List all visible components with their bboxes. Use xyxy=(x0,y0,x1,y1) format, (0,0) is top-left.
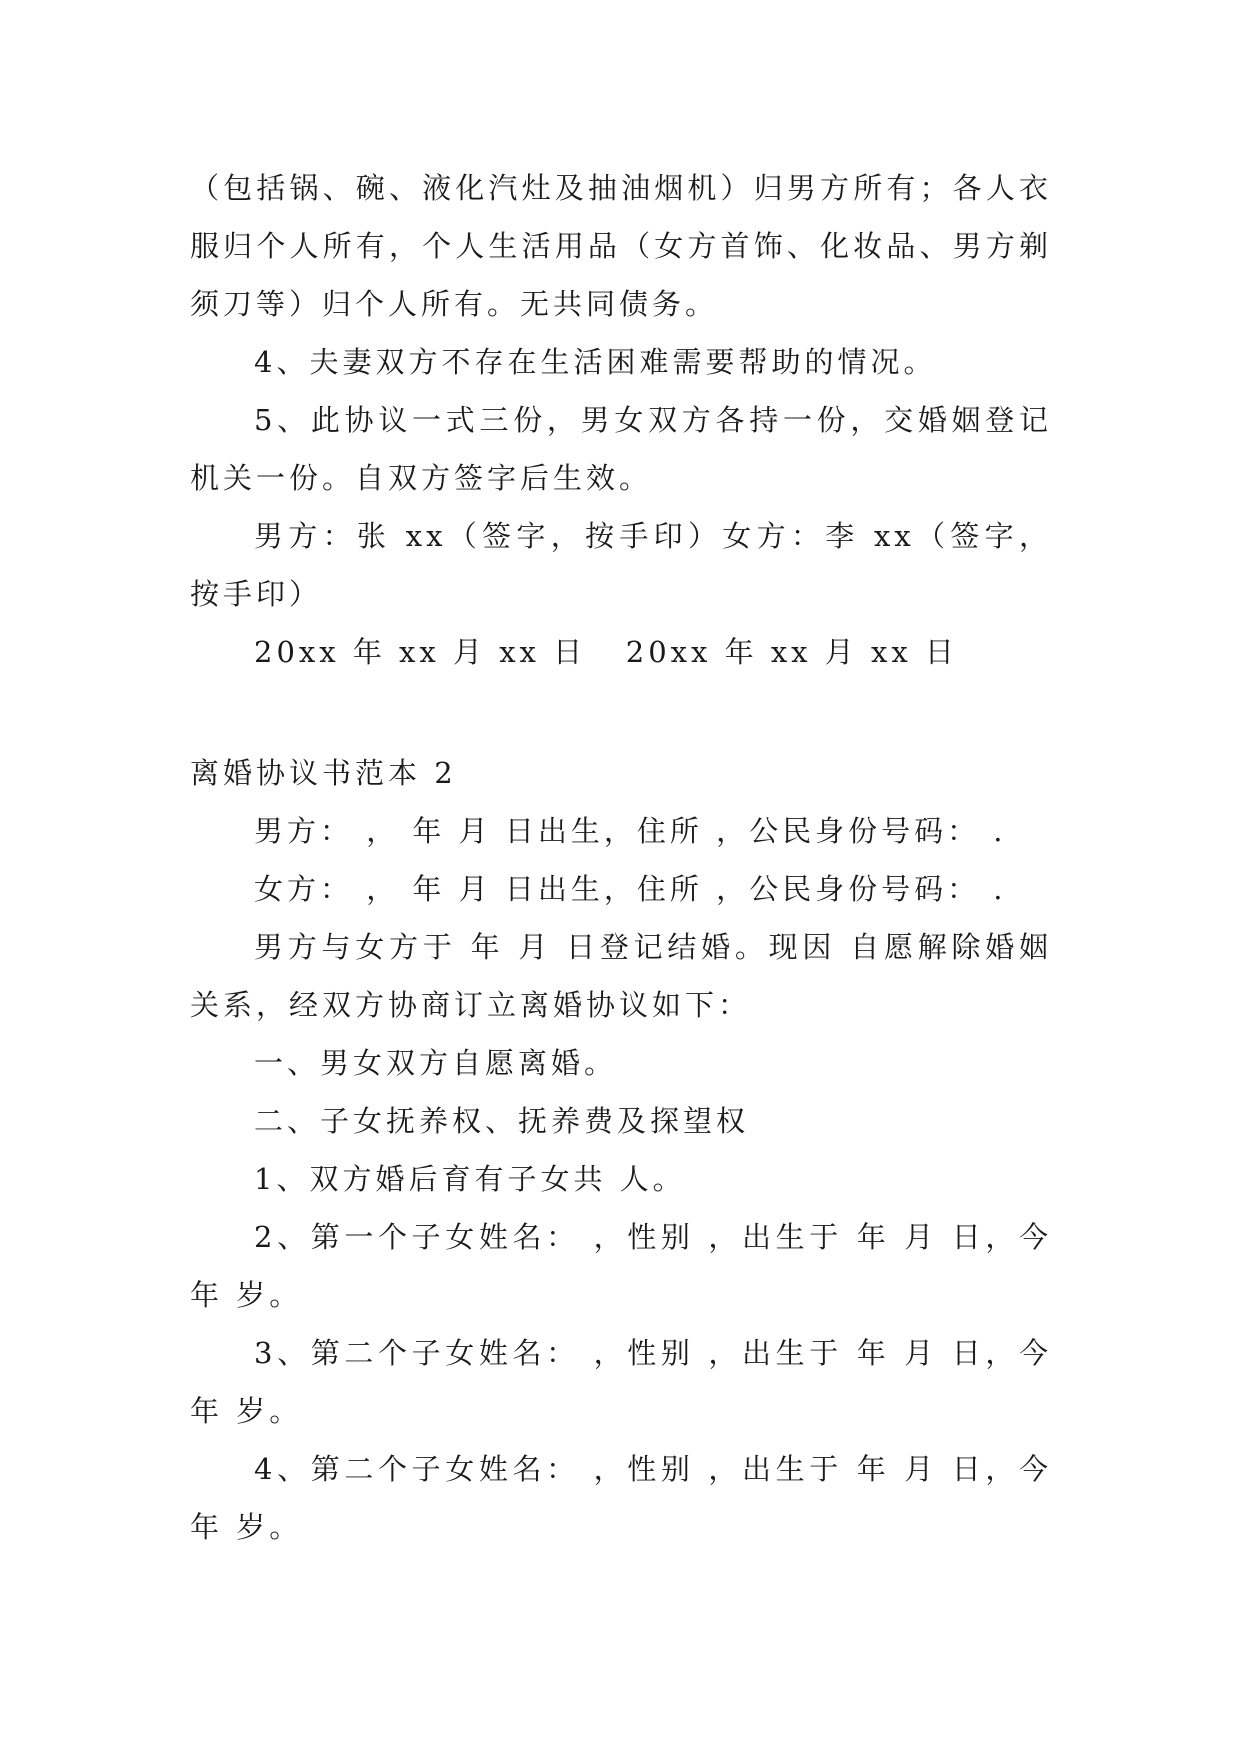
clause-one-paragraph: 一、男女双方自愿离婚。 xyxy=(254,1046,618,1080)
section-title: 离婚协议书范本 2 xyxy=(190,756,457,790)
signature-line: 男方：张 xx（签字，按手印）女方：李 xx（签字，按手印） xyxy=(190,519,1052,611)
clause-4-paragraph: 4、夫妻双方不存在生活困难需要帮助的情况。 xyxy=(254,345,937,379)
clause-5-paragraph: 5、此协议一式三份，男女双方各持一份，交婚姻登记机关一份。自双方签字后生效。 xyxy=(190,403,1052,495)
clause-two-heading: 二、子女抚养权、抚养费及探望权 xyxy=(254,1104,750,1138)
third-child-paragraph: 4、第二个子女姓名： ，性别 ，出生于 年 月 日，今年 岁。 xyxy=(190,1452,1052,1544)
agreement-part-2 xyxy=(190,744,1052,1556)
marriage-registration-paragraph: 男方与女方于 年 月 日登记结婚。现因 自愿解除婚姻关系，经双方协商订立离婚协议如下： xyxy=(190,930,1052,1022)
children-count-paragraph: 1、双方婚后育有子女共 人。 xyxy=(254,1162,686,1196)
property-clause-paragraph: （包括锅、碗、液化汽灶及抽油烟机）归男方所有；各人衣服归个人所有，个人生活用品（女方首饰、化妆品、男方剃须刀等）归个人所有。无共同债务。 xyxy=(190,171,1052,321)
date-line: 20xx 年 xx 月 xx 日 20xx 年 xx 月 xx 日 xyxy=(254,635,958,669)
first-child-paragraph: 2、第一个子女姓名： ，性别 ，出生于 年 月 日，今年 岁。 xyxy=(190,1220,1052,1312)
second-child-paragraph: 3、第二个子女姓名： ，性别 ，出生于 年 月 日，今年 岁。 xyxy=(190,1336,1052,1428)
wife-info-line: 女方： ， 年 月 日出生，住所 ，公民身份号码： . xyxy=(254,872,1007,906)
husband-info-line: 男方： ， 年 月 日出生，住所 ，公民身份号码： . xyxy=(254,814,1007,848)
agreement-part-1 xyxy=(190,159,1052,681)
